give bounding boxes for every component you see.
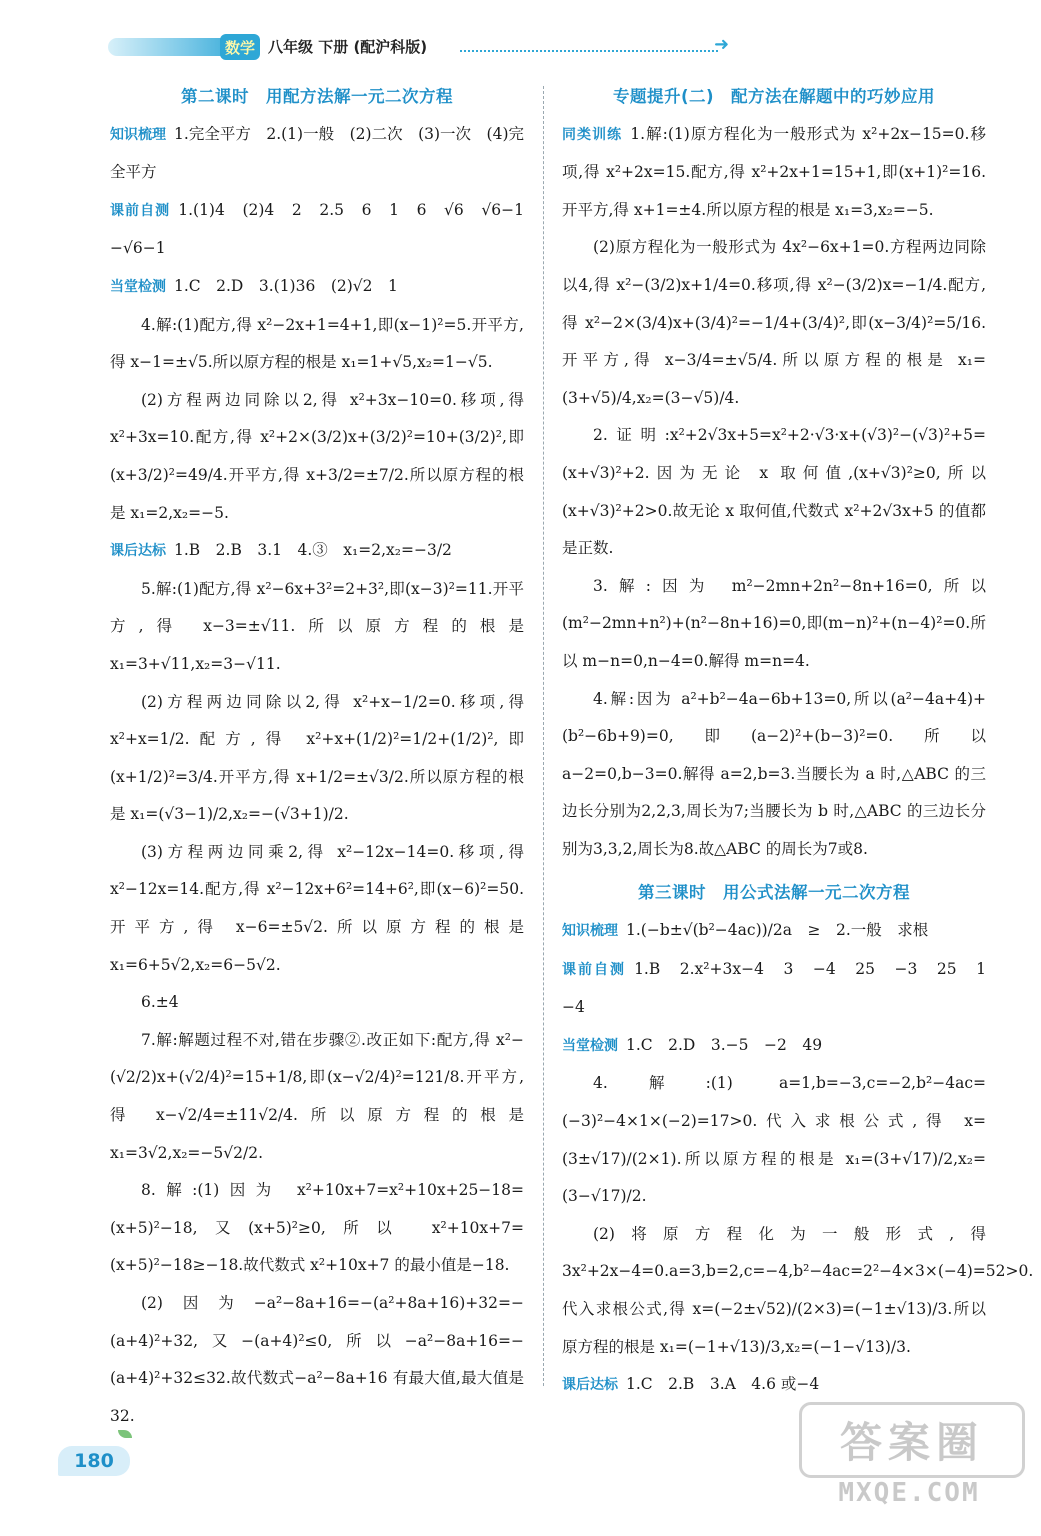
solution-paragraph: 5.解:(1)配方,得 x²−6x+3²=2+3²,即(x−3)²=11.开平方,得 x−3=±√11.所以原方程的根是 x₁=3+√11,x₂=3−√11. <box>110 579 524 673</box>
answer-text: 1.(1)4 (2)4 2 2.5 6 1 6 √6 √6−1 −√6−1 <box>110 200 540 258</box>
answer-line <box>562 951 1002 1027</box>
answer-line <box>110 116 524 192</box>
solution-paragraph: 6.±4 <box>141 993 179 1012</box>
answer-text: 1.(−b±√(b²−4ac))/2a ≥ 2.一般 求根 <box>626 921 929 940</box>
solution-paragraph: 4.解:(1)配方,得 x²−2x+1=4+1,即(x−1)²=5.开平方,得 x−1=±√5.所以原方程的根是 x₁=1+√5,x₂=1−√5. <box>110 315 524 372</box>
solution-paragraph: 7.解:解题过程不对,错在步骤②.改正如下:配方,得 x²−(√2/2)x+(√2/4)²=15+1/8,即(x−√2/4)²=121/8.开平方,得 x−√2/4=±11√2/4.所以原方程的根是 x₁=3√2,x₂=−5√2/2. <box>110 1030 524 1162</box>
subsection-label: 同类训练 <box>562 126 623 143</box>
solution-paragraph: (2)原方程化为一般形式为 4x²−6x+1=0.方程两边同除以4,得 x²−(3/2)x+1/4=0.移项,得 x²−(3/2)x=−1/4.配方,得 x²−2×(3/4)x+(3/4)²=−1/4+(3/4)²,即(x−3/4)²=5/16.开平方,得 x−3/4=±√5/4.所以原方程的根是 x₁=(3+√5)/4,x₂=(3−√5)/4. <box>562 238 986 407</box>
subject-badge: 数学 <box>220 34 260 60</box>
solution-paragraph: 2.证明:x²+2√3x+5=x²+2·√3·x+(√3)²−(√3)²+5=(x+√3)²+2.因为无论 x 取何值,(x+√3)²≥0,所以(x+√3)²+2>0.故无论 x 取何值,代数式 x²+2√3x+5 的值都是正数. <box>562 426 986 558</box>
section-title: 第二课时 用配方法解一元二次方程 <box>181 87 453 106</box>
page-number: 180 <box>58 1446 130 1476</box>
section-title: 第三课时 用公式法解一元二次方程 <box>638 883 910 903</box>
solution-paragraph: 8.解:(1)因为 x²+10x+7=x²+10x+25−18=(x+5)²−18,又(x+5)²≥0,所以 x²+10x+7=(x+5)²−18≥−18.故代数式 x²+10x+7 的最小值是−18. <box>110 1181 524 1275</box>
right-column <box>562 78 1034 1405</box>
solution-paragraph: (2)因为−a²−8a+16=−(a²+8a+16)+32=−(a+4)²+32,又−(a+4)²≤0,所以−a²−8a+16=−(a+4)²+32≤32.故代数式−a²−8a+16 有最大值,最大值是32. <box>110 1294 524 1425</box>
answer-text: 1.B 2.x²+3x−4 3 −4 25 −3 25 1 −4 <box>562 959 1002 1017</box>
answer-line <box>110 268 524 307</box>
answer-line <box>562 1366 986 1405</box>
solution-paragraph: 3.解:因为 m²−2mn+2n²−8n+16=0,所以(m²−2mn+n²)+(n²−8n+16)=0,即(m−n)²+(n−4)²=0.所以 m−n=0,n−4=0.解得 m=n=4. <box>562 576 986 670</box>
watermark-main-text: 答案圈 <box>799 1402 1025 1478</box>
answer-text: 1.B 2.B 3.1 4.③ x₁=2,x₂=−3/2 <box>174 541 452 560</box>
subsection-label: 课前自测 <box>562 961 627 978</box>
solution-paragraph: (2)将原方程化为一般形式,得 3x²+2x−4=0.a=3,b=2,c=−4,b²−4ac=2²−4×3×(−4)=52>0.代入求根公式,得 x=(−2±√52)/(2×3)=(−1±√13)/3.所以原方程的根是 x₁=(−1+√13)/3,x₂=(−1−√13)/3. <box>562 1224 1034 1356</box>
arrow-right-icon: ➜ <box>714 34 730 55</box>
answer-line <box>110 192 540 268</box>
subsection-label: 课后达标 <box>110 543 166 560</box>
answer-line <box>562 1027 986 1066</box>
solution-paragraph: 4.解:(1) a=1,b=−3,c=−2,b²−4ac=(−3)²−4×1×(−2)=17>0.代入求根公式,得 x=(3±√17)/(2×1).所以原方程的根是 x₁=(3+√17)/2,x₂=(3−√17)/2. <box>562 1074 986 1206</box>
answer-text: 1.C 2.D 3.−5 −2 49 <box>626 1035 823 1054</box>
subsection-label: 当堂检测 <box>110 278 166 295</box>
solution-paragraph: 4.解:因为 a²+b²−4a−6b+13=0,所以(a²−4a+4)+(b²−6b+9)=0,即(a−2)²+(b−3)²=0.所以 a−2=0,b−3=0.解得 a=2,b=3.当腰长为 a 时,△ABC 的三边长分别为2,2,3,周长为7;当腰长为 b 时,△ABC 的三边长分别为3,3,2,周长为8.故△ABC 的周长为7或8. <box>562 689 986 858</box>
watermark-logo <box>799 1402 1019 1512</box>
page-header <box>108 30 748 64</box>
solution-paragraph: (2)方程两边同除以2,得 x²+3x−10=0.移项,得 x²+3x=10.配方,得 x²+2×(3/2)x+(3/2)²=10+(3/2)²,即(x+3/2)²=49/4.开平方,得 x+3/2=±7/2.所以原方程的根是 x₁=2,x₂=−5. <box>110 390 524 522</box>
subsection-label: 知识梳理 <box>110 126 167 143</box>
column-divider <box>543 86 544 1386</box>
answer-text: 1.解:(1)原方程化为一般形式为 x²+2x−15=0.移项,得 x²+2x=15.配方,得 x²+2x+1=15+1,即(x+1)²=16.开平方,得 x+1=±4.所以原方程的根是 x₁=3,x₂=−5. <box>562 124 986 219</box>
subsection-label: 当堂检测 <box>562 1037 618 1054</box>
answer-text: 1.C 2.B 3.A 4.6 或−4 <box>626 1375 820 1394</box>
solution-paragraph: (3)方程两边同乘2,得 x²−12x−14=0.移项,得 x²−12x=14.配方,得 x²−12x+6²=14+6²,即(x−6)²=50.开平方,得 x−6=±5√2.所以原方程的根是 x₁=6+5√2,x₂=6−5√2. <box>110 842 524 974</box>
subsection-label: 课后达标 <box>562 1377 618 1394</box>
answer-text: 1.C 2.D 3.(1)36 (2)√2 1 <box>174 276 398 295</box>
subsection-label: 知识梳理 <box>562 923 618 940</box>
answer-line <box>562 912 986 951</box>
subsection-label: 课前自测 <box>110 202 171 219</box>
section-title: 专题提升(二) 配方法在解题中的巧妙应用 <box>612 87 936 106</box>
left-column <box>110 78 540 1435</box>
answer-line <box>562 116 986 230</box>
solution-paragraph: (2)方程两边同除以2,得 x²+x−1/2=0.移项,得 x²+x=1/2.配方,得 x²+x+(1/2)²=1/2+(1/2)²,即(x+1/2)²=3/4.开平方,得 x+1/2=±√3/2.所以原方程的根是 x₁=(√3−1)/2,x₂=−(√3+1)/2. <box>110 692 524 824</box>
watermark-sub-text: MXQE.COM <box>838 1478 980 1508</box>
header-dotted-line <box>460 40 718 52</box>
header-title: 八年级 下册 (配沪科版) <box>268 38 428 56</box>
answer-text: 1.完全平方 2.(1)一般 (2)二次 (3)一次 (4)完全平方 <box>110 124 525 182</box>
answer-line <box>110 532 524 571</box>
